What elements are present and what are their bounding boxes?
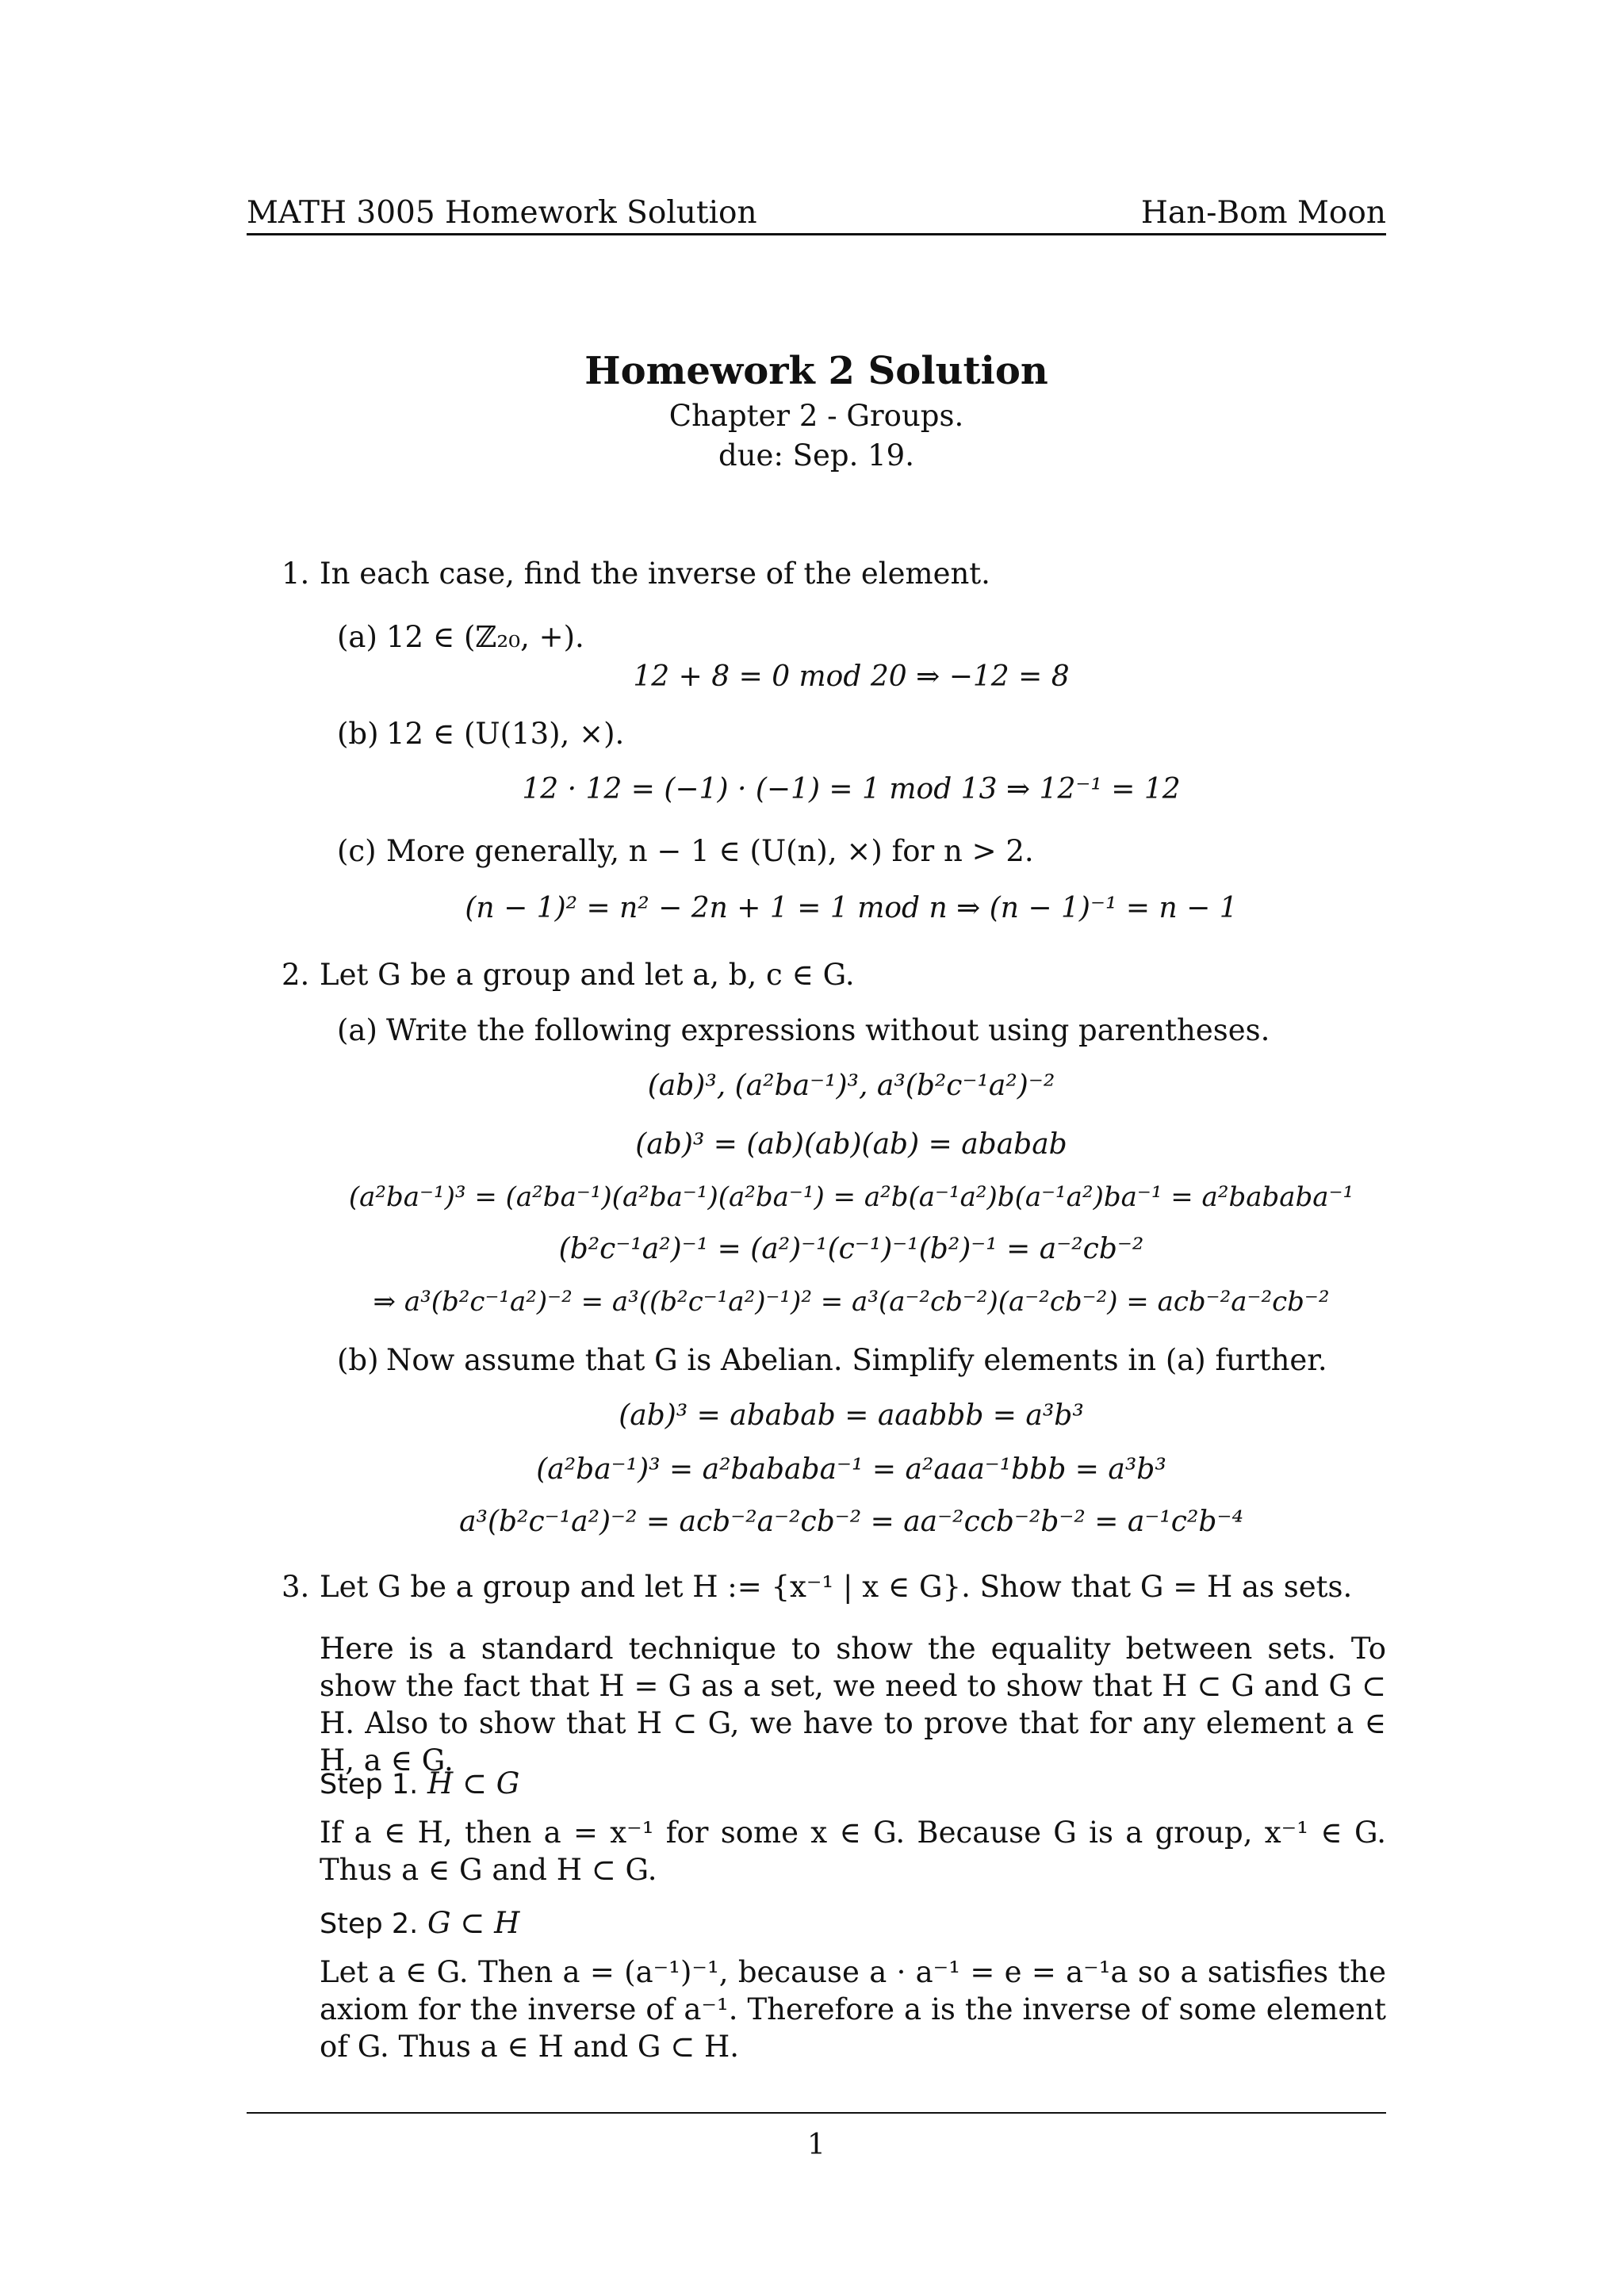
- step-2-label: Step 2.: [320, 1908, 419, 1940]
- step-2-claim: G ⊂ H: [427, 1906, 520, 1940]
- step-1-claim: H ⊂ G: [427, 1766, 520, 1800]
- problem-1a-equation: 12 + 8 = 0 mod 20 ⇒ −12 = 8: [633, 660, 1070, 693]
- problem-1b-statement: 12 ∈ (U(13), ×).: [386, 717, 625, 751]
- problem-2b-equation-2: (a²ba⁻¹)³ = a²bababa⁻¹ = a²aaa⁻¹bbb = a³b³: [536, 1453, 1166, 1486]
- due-date: due: Sep. 19.: [718, 438, 914, 473]
- problem-3-number: 3.: [282, 1570, 310, 1604]
- running-header-right: Han-Bom Moon: [1140, 195, 1386, 231]
- header-rule: [247, 233, 1386, 235]
- problem-1c-statement: More generally, n − 1 ∈ (U(n), ×) for n > 2.: [386, 834, 1034, 868]
- problem-2a-equation-4: ⇒ a³(b²c⁻¹a²)⁻² = a³((b²c⁻¹a²)⁻¹)² = a³(a⁻²cb⁻²)(a⁻²cb⁻²) = acb⁻²a⁻²cb⁻²: [373, 1286, 1330, 1318]
- step-1-text: If a ∈ H, then a = x⁻¹ for some x ∈ G. Because G is a group, x⁻¹ ∈ G. Thus a ∈ G and H ⊂ G.: [320, 1816, 1386, 1887]
- footer-rule: [247, 2112, 1386, 2114]
- problem-2a-equation-1: (ab)³ = (ab)(ab)(ab) = ababab: [635, 1128, 1067, 1161]
- problem-2b-statement: Now assume that G is Abelian. Simplify elements in (a) further.: [386, 1343, 1327, 1377]
- problem-1c-equation: (n − 1)² = n² − 2n + 1 = 1 mod n ⇒ (n − 1)⁻¹ = n − 1: [465, 892, 1238, 924]
- step-2-heading: [320, 1904, 519, 1943]
- problem-1-statement: In each case, find the inverse of the element.: [320, 557, 990, 591]
- problem-1b-equation: 12 · 12 = (−1) · (−1) = 1 mod 13 ⇒ 12⁻¹ = 12: [522, 773, 1181, 806]
- problem-2b-equation-1: (ab)³ = ababab = aaabbb = a³b³: [619, 1399, 1084, 1432]
- problem-2-number: 2.: [282, 958, 310, 992]
- problem-1c-label: (c): [337, 834, 377, 868]
- problem-2a-label: (a): [337, 1013, 377, 1047]
- document-title: Homework 2 Solution: [584, 349, 1048, 393]
- step-2-text: Let a ∈ G. Then a = (a⁻¹)⁻¹, because a · a⁻¹ = e = a⁻¹a so a satisfies the axiom for the inverse of a⁻¹. Therefore a is the inverse of some element of G. Thus a ∈ H and G ⊂ H.: [320, 1955, 1386, 2064]
- problem-2b-equation-3: a³(b²c⁻¹a²)⁻² = acb⁻²a⁻²cb⁻² = aa⁻²ccb⁻²b⁻² = a⁻¹c²b⁻⁴: [459, 1506, 1243, 1538]
- problem-3-statement: Let G be a group and let H := {x⁻¹ | x ∈ G}. Show that G = H as sets.: [320, 1570, 1353, 1604]
- problem-1a-label: (a): [337, 620, 377, 654]
- problem-2a-equation-2: (a²ba⁻¹)³ = (a²ba⁻¹)(a²ba⁻¹)(a²ba⁻¹) = a²b(a⁻¹a²)b(a⁻¹a²)ba⁻¹ = a²bababa⁻¹: [348, 1181, 1354, 1213]
- problem-2a-equation-3: (b²c⁻¹a²)⁻¹ = (a²)⁻¹(c⁻¹)⁻¹(b²)⁻¹ = a⁻²cb⁻²: [558, 1233, 1144, 1265]
- running-header-left: MATH 3005 Homework Solution: [247, 195, 757, 231]
- problem-3-intro: Here is a standard technique to show the equality between sets. To show the fact that H = G as a set, we need to show that H ⊂ G and G ⊂ H. Also to show that H ⊂ G, we have to prove that for any element a ∈ H, a ∈ G.: [320, 1632, 1386, 1777]
- problem-1a-statement: 12 ∈ (ℤ₂₀, +).: [386, 620, 584, 654]
- document-subtitle: Chapter 2 - Groups.: [668, 399, 964, 433]
- problem-2-statement: Let G be a group and let a, b, c ∈ G.: [320, 958, 855, 992]
- problem-2a-statement: Write the following expressions without using parentheses.: [386, 1013, 1270, 1047]
- page-number: 1: [807, 2129, 825, 2161]
- step-1-label: Step 1.: [320, 1769, 419, 1800]
- problem-2b-label: (b): [337, 1343, 379, 1377]
- problem-2a-expressions: (ab)³, (a²ba⁻¹)³, a³(b²c⁻¹a²)⁻²: [647, 1070, 1055, 1102]
- step-1-heading: [320, 1765, 519, 1804]
- problem-1-number: 1.: [282, 557, 310, 591]
- problem-1b-label: (b): [337, 717, 379, 751]
